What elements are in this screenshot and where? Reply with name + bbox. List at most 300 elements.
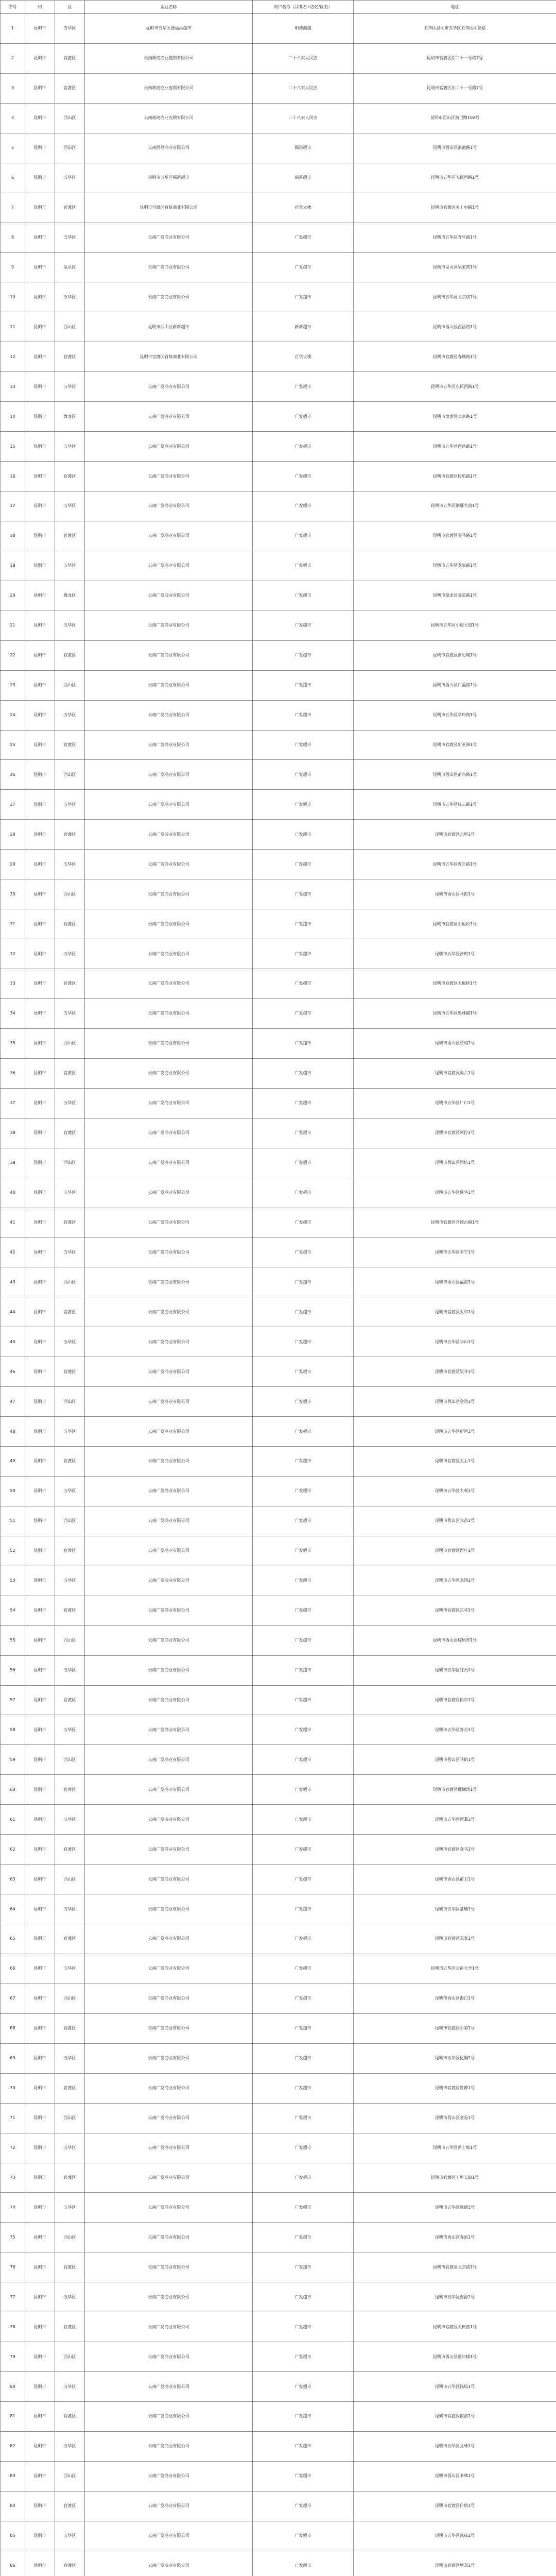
cell-no: 35: [1, 1028, 25, 1058]
cell-address: 昆明市西山区海口1号: [354, 1984, 556, 2013]
cell-address: 昆明市官渡区太和1号: [354, 1297, 556, 1327]
table-row: [1, 43, 556, 73]
cell-store: 广发超市: [253, 1865, 354, 1894]
cell-address: 昆明市西山区团结1号: [354, 1148, 556, 1178]
cell-store: 广发超市: [253, 998, 354, 1028]
cell-city: 昆明市: [25, 282, 55, 312]
cell-city: 昆明市: [25, 1865, 55, 1894]
cell-district: 五华区: [55, 2521, 85, 2551]
cell-city: 昆明市: [25, 2163, 55, 2193]
cell-company: 云南广发商业有限公司: [85, 372, 253, 402]
cell-store: 广发超市: [253, 2013, 354, 2043]
cell-company: 云南广发商业有限公司: [85, 1208, 253, 1238]
cell-store: 广发超市: [253, 2103, 354, 2133]
cell-address: 昆明市官渡区关上1号: [354, 1447, 556, 1477]
table-row: [1, 2043, 556, 2073]
cell-store: 广发超市: [253, 1894, 354, 1924]
cell-city: 昆明市: [25, 551, 55, 581]
cell-company: 云南广发商业有限公司: [85, 1327, 253, 1357]
cell-address: 昆明市官渡区北京路1号: [354, 2252, 556, 2282]
cell-no: 52: [1, 1536, 25, 1566]
cell-company: 云南广发商业有限公司: [85, 969, 253, 999]
cell-no: 19: [1, 551, 25, 581]
table-row: [1, 1476, 556, 1506]
cell-address: 昆明市官渡区双龙1号: [354, 1924, 556, 1954]
cell-no: 62: [1, 1835, 25, 1865]
cell-address: 昆明市五华区人民西路1号: [354, 163, 556, 193]
cell-address: 昆明市官渡区世博1号: [354, 2073, 556, 2103]
cell-city: 昆明市: [25, 1238, 55, 1267]
cell-address: 昆明市官渡区关上中路1号: [354, 193, 556, 223]
cell-company: 云南广发商业有限公司: [85, 1506, 253, 1536]
table-row: [1, 282, 556, 312]
cell-city: 昆明市: [25, 43, 55, 73]
cell-company: 云南广发商业有限公司: [85, 2402, 253, 2432]
cell-no: 73: [1, 2163, 25, 2193]
cell-no: 77: [1, 2282, 25, 2312]
table-row: [1, 1894, 556, 1924]
cell-address: 昆明市官渡区东二十一号路7号: [354, 43, 556, 73]
cell-store: 广发超市: [253, 2252, 354, 2282]
cell-company: 云南广发商业有限公司: [85, 790, 253, 820]
cell-city: 昆明市: [25, 492, 55, 521]
table-row: [1, 1088, 556, 1118]
cell-no: 83: [1, 2461, 25, 2491]
cell-store: 广发超市: [253, 1267, 354, 1297]
cell-district: 五华区: [55, 2193, 85, 2223]
cell-district: 西山区: [55, 879, 85, 909]
cell-store: 广发超市: [253, 2431, 354, 2461]
cell-address: 昆明市五华区龙翔1号: [354, 1566, 556, 1596]
cell-store: 广发超市: [253, 2402, 354, 2432]
cell-district: 五华区: [55, 1088, 85, 1118]
cell-address: 昆明市西山区永昌1号: [354, 1506, 556, 1536]
cell-no: 22: [1, 640, 25, 670]
cell-company: 云南广发商业有限公司: [85, 2193, 253, 2223]
cell-city: 昆明市: [25, 1417, 55, 1447]
cell-company: 云南广发商业有限公司: [85, 2133, 253, 2163]
cell-company: 云南广发商业有限公司: [85, 1417, 253, 1447]
cell-city: 昆明市: [25, 1835, 55, 1865]
cell-district: 官渡区: [55, 2551, 85, 2576]
cell-address: 昆明市官渡区春城路1号: [354, 342, 556, 372]
cell-city: 昆明市: [25, 193, 55, 223]
cell-no: 16: [1, 462, 25, 492]
cell-no: 81: [1, 2402, 25, 2432]
cell-company: 云南广发商业有限公司: [85, 1745, 253, 1775]
cell-district: 五华区: [55, 2431, 85, 2461]
table-row: [1, 1267, 556, 1297]
cell-no: 17: [1, 492, 25, 521]
cell-no: 3: [1, 73, 25, 103]
cell-address: 昆明市五华区钱局1号: [354, 2372, 556, 2402]
cell-district: 西山区: [55, 1028, 85, 1058]
cell-district: 西山区: [55, 2103, 85, 2133]
cell-no: 9: [1, 252, 25, 282]
cell-no: 59: [1, 1745, 25, 1775]
cell-store: 广发超市: [253, 2491, 354, 2521]
cell-store: 广发超市: [253, 1685, 354, 1715]
table-row: [1, 2133, 556, 2163]
cell-city: 昆明市: [25, 1357, 55, 1387]
cell-company: 云南广发商业有限公司: [85, 640, 253, 670]
table-row: [1, 1447, 556, 1477]
cell-city: 昆明市: [25, 2551, 55, 2576]
cell-company: 云南广发商业有限公司: [85, 402, 253, 432]
cell-city: 昆明市: [25, 820, 55, 850]
cell-address: 昆明市官渡区小哨1号: [354, 2013, 556, 2043]
cell-district: 五华区: [55, 850, 85, 879]
cell-no: 15: [1, 432, 25, 462]
cell-address: 昆明市五华区普吉路1号: [354, 850, 556, 879]
cell-no: 71: [1, 2103, 25, 2133]
cell-store: 广发超市: [253, 790, 354, 820]
cell-company: 昆明市西山区新新超市: [85, 312, 253, 342]
cell-store: 广发超市: [253, 1028, 354, 1058]
cell-no: 50: [1, 1476, 25, 1506]
cell-store: 广发超市: [253, 879, 354, 909]
cell-city: 昆明市: [25, 581, 55, 611]
table-row: [1, 1417, 556, 1447]
cell-address: 昆明市官渡区新亚洲1号: [354, 730, 556, 760]
cell-no: 48: [1, 1417, 25, 1447]
cell-district: 官渡区: [55, 193, 85, 223]
cell-store: 广发超市: [253, 1088, 354, 1118]
table-row: [1, 640, 556, 670]
table-row: [1, 2103, 556, 2133]
cell-district: 五华区: [55, 700, 85, 730]
cell-no: 51: [1, 1506, 25, 1536]
cell-store: 广发超市: [253, 462, 354, 492]
cell-address: 昆明市西山区近日楼1号: [354, 2342, 556, 2372]
cell-district: 五华区: [55, 998, 85, 1028]
cell-store: 二十八家人民店: [253, 43, 354, 73]
cell-company: 云南广发商业有限公司: [85, 820, 253, 850]
cell-city: 昆明市: [25, 1954, 55, 1984]
table-row: [1, 730, 556, 760]
cell-company: 云南广发商业有限公司: [85, 1357, 253, 1387]
cell-address: 昆明市盘龙区金星路1号: [354, 581, 556, 611]
cell-district: 官渡区: [55, 342, 85, 372]
table-row: [1, 1745, 556, 1775]
cell-address: 五华区昆明市五华区五华区明德路: [354, 14, 556, 44]
cell-store: 广发超市: [253, 2133, 354, 2163]
cell-city: 昆明市: [25, 1178, 55, 1208]
cell-city: 昆明市: [25, 2223, 55, 2252]
cell-company: 云南广发商业有限公司: [85, 909, 253, 939]
cell-no: 20: [1, 581, 25, 611]
cell-no: 79: [1, 2342, 25, 2372]
cell-store: 广发超市: [253, 611, 354, 640]
cell-company: 云南广发商业有限公司: [85, 1954, 253, 1984]
cell-no: 80: [1, 2372, 25, 2402]
cell-no: 61: [1, 1805, 25, 1835]
cell-no: 57: [1, 1685, 25, 1715]
cell-address: 昆明市五华区普吉1号: [354, 1715, 556, 1745]
cell-district: 官渡区: [55, 2163, 85, 2193]
cell-district: 五华区: [55, 1327, 85, 1357]
cell-address: 昆明市五华区沙朗1号: [354, 939, 556, 969]
cell-district: 五华区: [55, 611, 85, 640]
cell-city: 昆明市: [25, 372, 55, 402]
cell-company: 云南广发商业有限公司: [85, 2461, 253, 2491]
cell-store: 广发超市: [253, 1775, 354, 1805]
cell-company: 云南广发商业有限公司: [85, 1118, 253, 1148]
cell-district: 五华区: [55, 14, 85, 44]
cell-no: 29: [1, 850, 25, 879]
cell-company: 昆明市五华区福新超市: [85, 163, 253, 193]
cell-store: 广发超市: [253, 1924, 354, 1954]
cell-company: 云南广发商业有限公司: [85, 1566, 253, 1596]
table-row: [1, 14, 556, 44]
table-row: [1, 103, 556, 133]
cell-address: 昆明市官渡区民航路1号: [354, 462, 556, 492]
table-row: [1, 372, 556, 402]
header-company: 企业名称: [85, 1, 253, 14]
cell-store: 广发超市: [253, 402, 354, 432]
cell-district: 五华区: [55, 551, 85, 581]
table-row: [1, 2252, 556, 2282]
cell-city: 昆明市: [25, 611, 55, 640]
cell-city: 昆明市: [25, 103, 55, 133]
cell-no: 78: [1, 2312, 25, 2342]
cell-city: 昆明市: [25, 760, 55, 790]
cell-no: 70: [1, 2073, 25, 2103]
cell-city: 昆明市: [25, 1596, 55, 1625]
cell-store: 新新超市: [253, 312, 354, 342]
table-row: [1, 342, 556, 372]
cell-company: 云南广发商业有限公司: [85, 1447, 253, 1477]
cell-company: 云南广发商业有限公司: [85, 282, 253, 312]
cell-city: 昆明市: [25, 2402, 55, 2432]
cell-district: 五华区: [55, 432, 85, 462]
cell-store: 广发超市: [253, 2043, 354, 2073]
table-row: [1, 1357, 556, 1387]
cell-city: 昆明市: [25, 998, 55, 1028]
cell-city: 昆明市: [25, 2103, 55, 2133]
cell-no: 47: [1, 1387, 25, 1417]
cell-city: 昆明市: [25, 700, 55, 730]
cell-company: 云南广发商业有限公司: [85, 2252, 253, 2282]
cell-city: 昆明市: [25, 640, 55, 670]
cell-no: 75: [1, 2223, 25, 2252]
table-row: [1, 790, 556, 820]
cell-no: 2: [1, 43, 25, 73]
cell-company: 云南广发商业有限公司: [85, 1387, 253, 1417]
cell-district: 官渡区: [55, 521, 85, 551]
cell-district: 官渡区: [55, 909, 85, 939]
cell-company: 云南新商商业连锁有限公司: [85, 43, 253, 73]
cell-district: 西山区: [55, 670, 85, 700]
cell-district: 官渡区: [55, 1536, 85, 1566]
cell-district: 五华区: [55, 1476, 85, 1506]
cell-no: 42: [1, 1238, 25, 1267]
cell-company: 云南广发商业有限公司: [85, 223, 253, 252]
cell-company: 云南广发商业有限公司: [85, 670, 253, 700]
table-row: [1, 611, 556, 640]
cell-no: 14: [1, 402, 25, 432]
cell-city: 昆明市: [25, 1984, 55, 2013]
cell-district: 官渡区: [55, 1775, 85, 1805]
cell-address: 昆明市五华区华山1号: [354, 1327, 556, 1357]
cell-city: 昆明市: [25, 14, 55, 44]
cell-company: 云南广发商业有限公司: [85, 2013, 253, 2043]
cell-city: 昆明市: [25, 1327, 55, 1357]
cell-store: 广发超市: [253, 581, 354, 611]
cell-no: 38: [1, 1118, 25, 1148]
cell-district: 西山区: [55, 760, 85, 790]
cell-no: 24: [1, 700, 25, 730]
table-row: [1, 2431, 556, 2461]
cell-store: 广发超市: [253, 1596, 354, 1625]
cell-store: 广发超市: [253, 1715, 354, 1745]
cell-company: 云南广发商业有限公司: [85, 2103, 253, 2133]
cell-store: 广发超市: [253, 1387, 354, 1417]
table-row: [1, 1835, 556, 1865]
cell-company: 云南广发商业有限公司: [85, 1775, 253, 1805]
cell-no: 63: [1, 1865, 25, 1894]
table-row: [1, 1865, 556, 1894]
cell-city: 昆明市: [25, 432, 55, 462]
cell-address: 昆明市官渡区吴井1号: [354, 1357, 556, 1387]
cell-company: 云南广发商业有限公司: [85, 1148, 253, 1178]
cell-city: 昆明市: [25, 2193, 55, 2223]
cell-company: 云南广发商业有限公司: [85, 1715, 253, 1745]
cell-store: 广发超市: [253, 492, 354, 521]
cell-store: 广发超市: [253, 1476, 354, 1506]
cell-city: 昆明市: [25, 1387, 55, 1417]
cell-no: 72: [1, 2133, 25, 2163]
cell-no: 67: [1, 1984, 25, 2013]
cell-district: 西山区: [55, 312, 85, 342]
cell-company: 云南广发商业有限公司: [85, 1984, 253, 2013]
table-row: [1, 998, 556, 1028]
cell-store: 广发超市: [253, 282, 354, 312]
cell-district: 西山区: [55, 1625, 85, 1655]
cell-address: 昆明市西山区广福路1号: [354, 670, 556, 700]
cell-city: 昆明市: [25, 462, 55, 492]
cell-district: 盘龙区: [55, 402, 85, 432]
cell-store: 广发超市: [253, 850, 354, 879]
cell-company: 云南广发商业有限公司: [85, 2073, 253, 2103]
cell-city: 昆明市: [25, 1685, 55, 1715]
cell-no: 18: [1, 521, 25, 551]
cell-city: 昆明市: [25, 1775, 55, 1805]
cell-store: 广发超市: [253, 2521, 354, 2551]
cell-store: 广发超市: [253, 2342, 354, 2372]
table-row: [1, 2461, 556, 2491]
table-row: [1, 1655, 556, 1685]
cell-address: 昆明市五华区小康大道1号: [354, 611, 556, 640]
cell-store: 广发超市: [253, 1655, 354, 1685]
cell-store: 广发超市: [253, 1506, 354, 1536]
cell-city: 昆明市: [25, 2342, 55, 2372]
cell-address: 昆明市五华区莲华1号: [354, 1178, 556, 1208]
cell-city: 昆明市: [25, 2521, 55, 2551]
cell-no: 85: [1, 2521, 25, 2551]
cell-store: 广发超市: [253, 820, 354, 850]
cell-company: 云南广发商业有限公司: [85, 850, 253, 879]
cell-store: 广发超市: [253, 1835, 354, 1865]
cell-store: 广发超市: [253, 1357, 354, 1387]
cell-store: 二十八家人民店: [253, 73, 354, 103]
cell-store: 广发超市: [253, 1536, 354, 1566]
cell-store: 广发超市: [253, 2163, 354, 2193]
cell-company: 云南广发商业有限公司: [85, 879, 253, 909]
cell-city: 昆明市: [25, 1297, 55, 1327]
cell-company: 云南广发商业有限公司: [85, 492, 253, 521]
cell-store: 广发超市: [253, 521, 354, 551]
cell-city: 昆明市: [25, 2252, 55, 2282]
cell-city: 昆明市: [25, 1924, 55, 1954]
cell-store: 广发超市: [253, 760, 354, 790]
cell-address: 昆明市官渡区拓东1号: [354, 1685, 556, 1715]
cell-address: 昆明市五华区龙泉路1号: [354, 551, 556, 581]
cell-address: 昆明市盘龙区北京路1号: [354, 402, 556, 432]
cell-district: 西山区: [55, 2461, 85, 2491]
cell-city: 昆明市: [25, 2372, 55, 2402]
cell-city: 昆明市: [25, 402, 55, 432]
header-city: 州: [25, 1, 55, 14]
cell-no: 76: [1, 2252, 25, 2282]
cell-address: 昆明市官渡区十里长街1号: [354, 2163, 556, 2193]
cell-store: 广发超市: [253, 1984, 354, 2013]
cell-no: 46: [1, 1357, 25, 1387]
table-header-row: [1, 1, 556, 14]
cell-city: 昆明市: [25, 790, 55, 820]
cell-district: 官渡区: [55, 2312, 85, 2342]
table-row: [1, 1148, 556, 1178]
cell-address: 昆明市官渡区六甲1号: [354, 820, 556, 850]
table-row: [1, 1387, 556, 1417]
cell-city: 昆明市: [25, 939, 55, 969]
table-row: [1, 581, 556, 611]
table-row: [1, 879, 556, 909]
cell-city: 昆明市: [25, 1208, 55, 1238]
cell-no: 36: [1, 1058, 25, 1088]
table-row: [1, 1178, 556, 1208]
cell-no: 6: [1, 163, 25, 193]
table-body: [1, 14, 556, 2576]
table-row: [1, 2163, 556, 2193]
cell-company: 云南广发商业有限公司: [85, 1805, 253, 1835]
header-no: 序号: [1, 1, 25, 14]
cell-no: 69: [1, 2043, 25, 2073]
table-row: [1, 2372, 556, 2402]
cell-no: 30: [1, 879, 25, 909]
cell-company: 云南广发商业有限公司: [85, 2431, 253, 2461]
cell-city: 昆明市: [25, 2431, 55, 2461]
cell-no: 34: [1, 998, 25, 1028]
cell-store: 广发超市: [253, 2223, 354, 2252]
cell-no: 54: [1, 1596, 25, 1625]
cell-district: 官渡区: [55, 969, 85, 999]
cell-company: 云南广发商业有限公司: [85, 462, 253, 492]
cell-no: 7: [1, 193, 25, 223]
cell-address: 昆明市官渡区螺蛳湾1号: [354, 1775, 556, 1805]
cell-store: 广发超市: [253, 252, 354, 282]
table-row: [1, 2312, 556, 2342]
cell-store: 福新超市: [253, 163, 354, 193]
cell-store: 广发超市: [253, 1208, 354, 1238]
cell-company: 云南广发商业有限公司: [85, 1476, 253, 1506]
cell-no: 66: [1, 1954, 25, 1984]
cell-company: 云南广发商业有限公司: [85, 1596, 253, 1625]
cell-company: 云南广发商业有限公司: [85, 1178, 253, 1208]
cell-district: 官渡区: [55, 820, 85, 850]
cell-district: 五华区: [55, 2043, 85, 2073]
cell-store: 广发超市: [253, 1447, 354, 1477]
